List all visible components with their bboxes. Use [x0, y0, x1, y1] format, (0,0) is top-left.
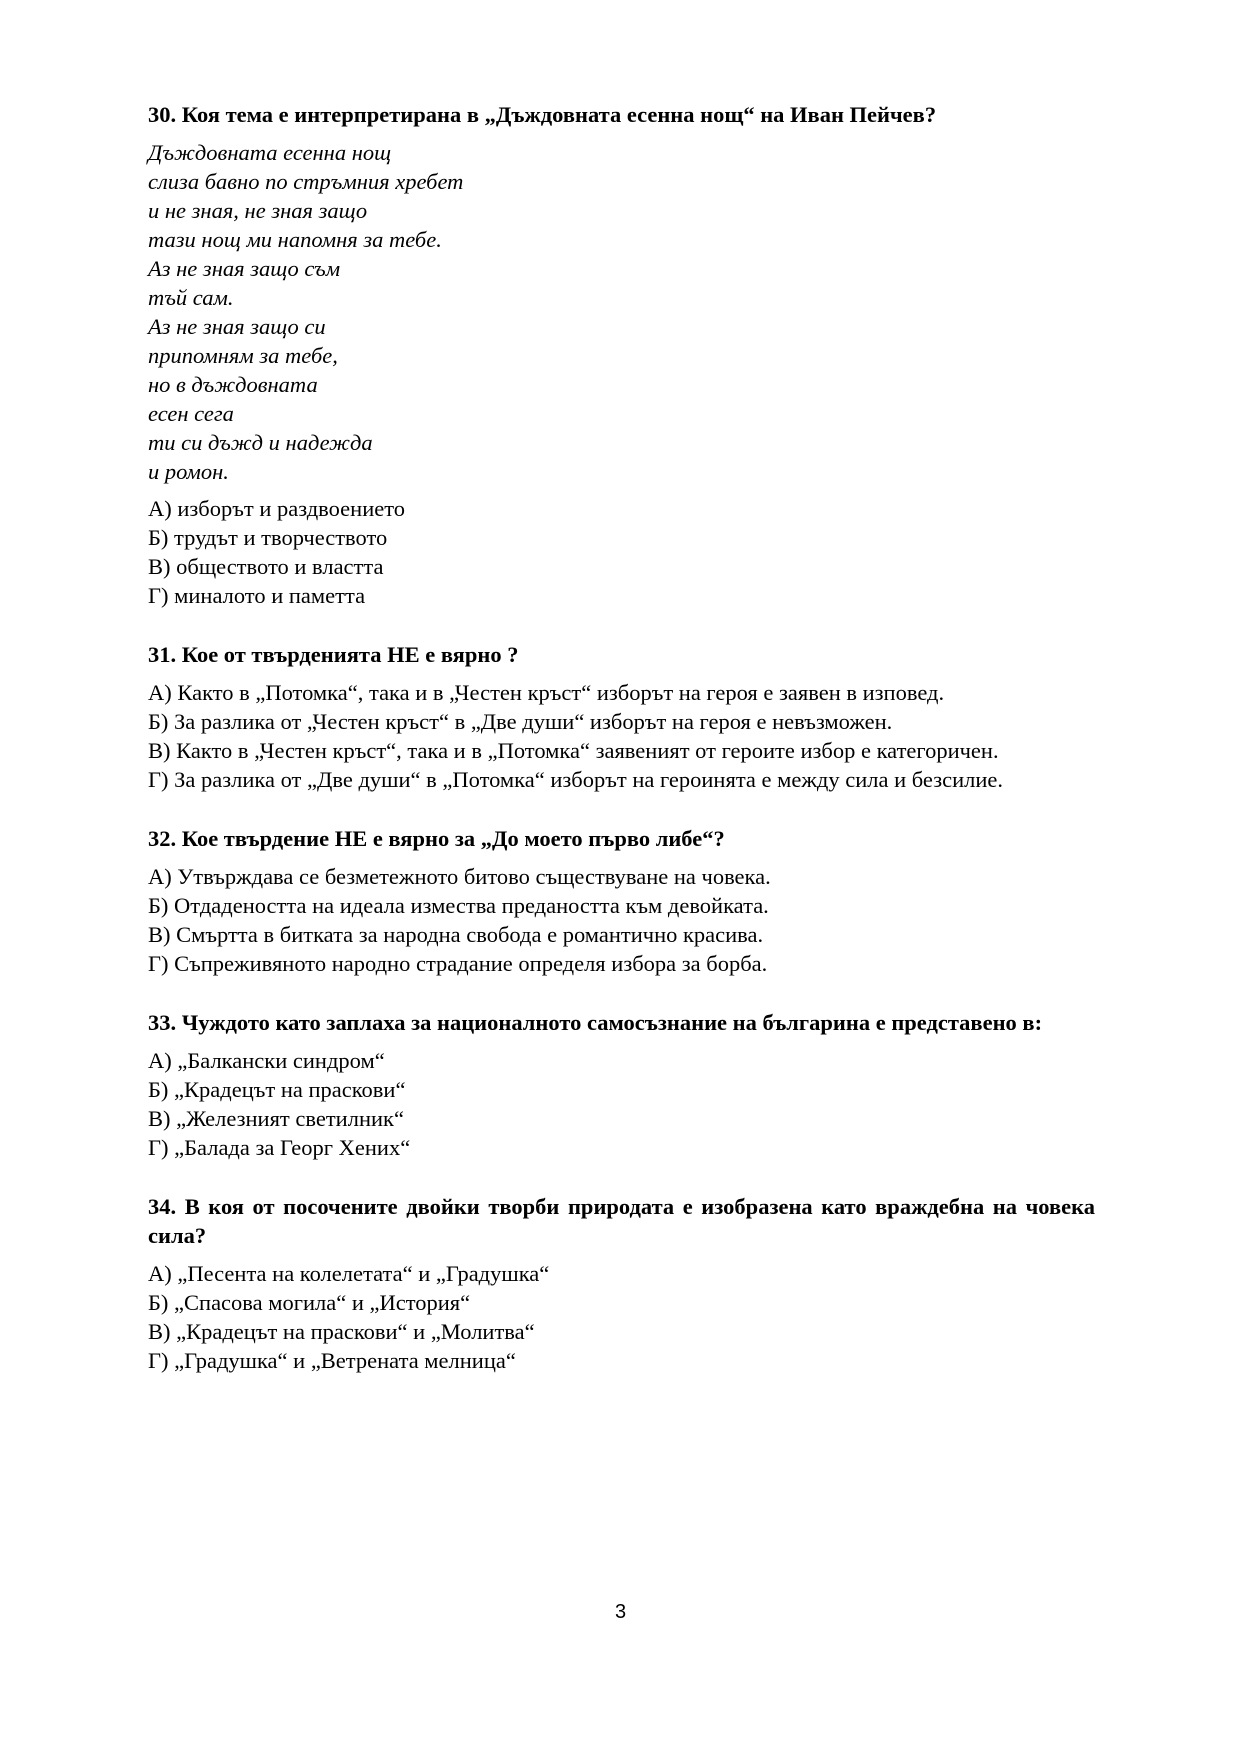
answer-option-a: А) изборът и раздвоението — [148, 496, 406, 521]
answer-option-c: В) „Крадецът на праскови“ и „Молитва“ — [148, 1319, 535, 1344]
poem-line: припомням за тебе, — [148, 343, 338, 368]
poem-line: тази нощ ми напомня за тебе. — [148, 227, 442, 252]
poem-line: и ромон. — [148, 459, 229, 484]
answer-option-c: В) „Железният светилник“ — [148, 1106, 404, 1131]
poem-line: есен сега — [148, 401, 234, 426]
answer-option-b: Б) „Крадецът на праскови“ — [148, 1077, 406, 1102]
question-title: 32. Кое твърдение НЕ е вярно за „До моето първо либе“? — [148, 826, 725, 851]
answer-option-a: А) Както в „Потомка“, така и в „Честен кръст“ изборът на героя е заявен в изповед. — [148, 680, 945, 705]
question-title: 33. Чуждото като заплаха за националното самосъзнание на българина е представено в: — [148, 1010, 1043, 1035]
answer-option-d: Г) За разлика от „Две души“ в „Потомка“ изборът на героинята е между сила и безсилие. — [148, 767, 1003, 792]
page-number: 3 — [614, 1601, 627, 1623]
poem-line: слиза бавно по стръмния хребет — [148, 169, 464, 194]
answer-option-d: Г) „Балада за Георг Хених“ — [148, 1135, 411, 1160]
question-30 — [148, 100, 1095, 610]
answer-option-c: В) Както в „Честен кръст“, така и в „Потомка“ заявеният от героите избор е категоричен. — [148, 738, 999, 763]
answer-option-c: В) обществото и властта — [148, 554, 384, 579]
answer-option-a: А) Утвърждава се безметежното битово съществуване на човека. — [148, 864, 771, 889]
answer-option-d: Г) „Градушка“ и „Ветрената мелница“ — [148, 1348, 516, 1373]
answer-option-a: А) „Балкански синдром“ — [148, 1048, 385, 1073]
question-32 — [148, 824, 1095, 978]
question-title: 30. Коя тема е интерпретирана в „Дъждовната есенна нощ“ на Иван Пейчев? — [148, 102, 937, 127]
poem-line: тъй сам. — [148, 285, 234, 310]
question-title: 34. В коя от посочените двойки творби природата е изобразена като враждебна на човека сила? — [148, 1194, 1095, 1248]
answer-option-b: Б) Отдадеността на идеала измества предаността към девойката. — [148, 893, 769, 918]
answer-option-c: В) Смъртта в битката за народна свобода е романтично красива. — [148, 922, 764, 947]
poem-excerpt — [148, 138, 1095, 486]
question-31 — [148, 640, 1095, 794]
question-title: 31. Кое от твърденията НЕ е вярно ? — [148, 642, 519, 667]
answer-option-d: Г) Съпреживяното народно страдание определя избора за борба. — [148, 951, 768, 976]
answer-option-b: Б) За разлика от „Честен кръст“ в „Две души“ изборът на героя е невъзможен. — [148, 709, 893, 734]
exam-page — [148, 100, 1095, 1375]
poem-line: Аз не зная защо си — [148, 314, 326, 339]
poem-line: но в дъждовната — [148, 372, 318, 397]
poem-line: ти си дъжд и надежда — [148, 430, 373, 455]
answer-option-d: Г) миналото и паметта — [148, 583, 366, 608]
poem-line: Аз не зная защо съм — [148, 256, 341, 281]
answer-option-a: А) „Песента на колелетата“ и „Градушка“ — [148, 1261, 550, 1286]
poem-line: Дъждовната есенна нощ — [148, 140, 392, 165]
question-33 — [148, 1008, 1095, 1162]
question-34 — [148, 1192, 1095, 1375]
answer-option-b: Б) трудът и творчеството — [148, 525, 388, 550]
poem-line: и не зная, не зная защо — [148, 198, 368, 223]
answer-option-b: Б) „Спасова могила“ и „История“ — [148, 1290, 471, 1315]
